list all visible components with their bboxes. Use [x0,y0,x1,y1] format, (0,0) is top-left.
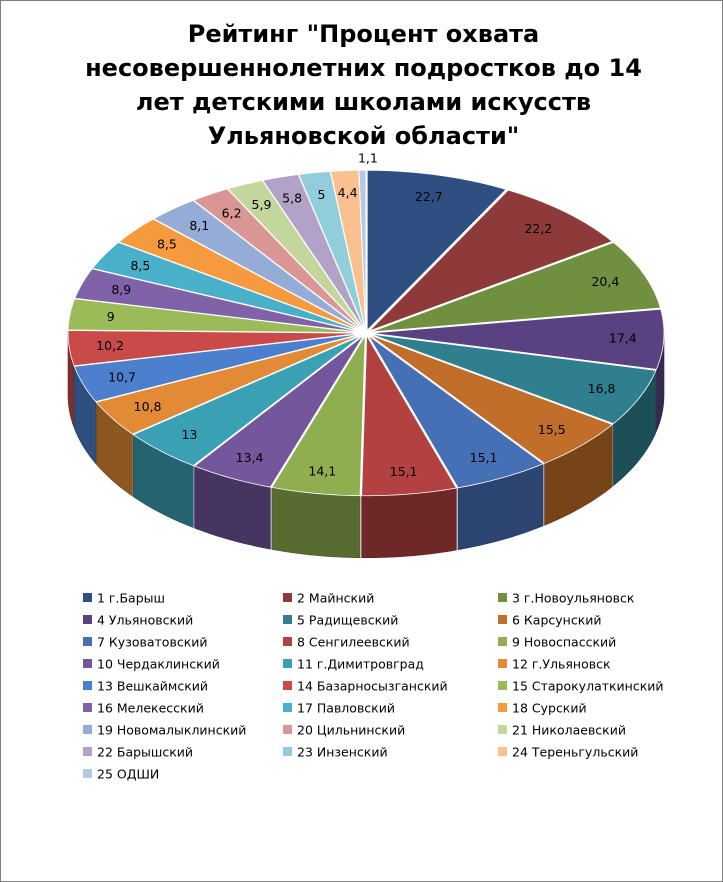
legend-label: 8 Сенгилеевский [297,634,410,650]
legend-item-1 [83,587,165,609]
legend-swatch [498,703,507,712]
legend-swatch [498,637,507,646]
legend-label: 24 Тереньгульский [512,744,639,760]
legend-label: 14 Базарносызганский [297,678,448,694]
legend-label: 17 Павловский [297,700,395,716]
legend-item-7 [83,631,208,653]
legend-swatch [83,615,92,624]
legend-label: 1 г.Барыш [97,590,165,606]
data-label-5: 16,8 [587,381,616,397]
legend-item-14 [283,675,448,697]
legend-label: 19 Новомалыклинский [97,722,247,738]
data-label-19: 8,1 [189,218,210,234]
chart-title: Рейтинг "Процент охвата несовершеннолетних подростков до 14 лет детскими школами искусств Ульяновской области" [85,20,642,150]
legend-item-8 [283,631,410,653]
legend-swatch [83,725,92,734]
legend-item-25 [83,763,159,785]
data-label-23: 5 [317,186,326,202]
data-label-7: 15,1 [469,449,498,465]
data-label-9: 14,1 [308,463,337,479]
legend-label: 13 Вешкаймский [97,678,209,694]
data-label-15: 9 [106,308,115,324]
legend-swatch [283,637,292,646]
legend-swatch [498,681,507,690]
legend-label: 16 Мелекесский [97,700,204,716]
legend-label: 6 Карсунский [512,612,602,628]
legend-label: 11 г.Димитровград [297,656,424,672]
data-label-6: 15,5 [537,421,566,437]
legend-label: 12 г.Ульяновск [512,656,611,672]
legend-item-13 [83,675,208,697]
legend-item-9 [498,631,616,653]
legend-swatch [498,659,507,668]
legend-item-10 [83,653,220,675]
data-label-20: 6,2 [221,205,242,221]
legend-item-17 [283,697,395,719]
data-label-24: 4,4 [337,185,358,200]
legend-swatch [498,747,507,756]
pie-chart [1,1,722,581]
data-label-8: 15,1 [389,463,418,479]
legend-item-16 [83,697,204,719]
data-label-22: 5,8 [282,190,303,206]
pie-tops [68,170,664,495]
data-label-3: 20,4 [591,274,620,289]
legend-swatch [283,703,292,712]
legend-label: 10 Чердаклинский [97,656,220,672]
legend-item-5 [283,609,398,631]
legend-label: 20 Цильнинский [297,722,406,738]
legend-label: 21 Николаевский [512,722,626,738]
data-label-17: 8,5 [130,257,151,273]
data-label-16: 8,9 [111,282,132,298]
legend-item-18 [498,697,587,719]
legend-item-6 [498,609,602,631]
legend-swatch [83,769,92,778]
pie-side-8 [362,488,457,558]
legend-swatch [498,615,507,624]
legend-swatch [283,615,292,624]
legend-item-11 [283,653,424,675]
data-label-11: 13 [181,427,198,442]
data-label-13: 10,7 [108,369,137,385]
data-label-4: 17,4 [608,330,637,346]
legend-item-24 [498,741,638,763]
legend-swatch [83,703,92,712]
legend-swatch [283,659,292,668]
legend-swatch [83,659,92,668]
legend-label: 7 Кузоватовский [97,634,208,650]
legend-label: 2 Майнский [297,590,375,606]
legend-label: 4 Ульяновский [97,612,194,628]
legend-item-3 [498,587,634,609]
legend-swatch [83,681,92,690]
legend-item-20 [283,719,405,741]
legend-label: 22 Барышский [97,744,194,760]
data-label-12: 10,8 [133,398,162,414]
data-label-10: 13,4 [235,450,264,466]
legend-swatch [498,725,507,734]
legend-item-19 [83,719,246,741]
legend-label: 15 Старокулаткинский [512,678,664,694]
legend-label: 5 Радищевский [297,612,399,628]
legend-swatch [283,681,292,690]
data-label-25: 1,1 [357,150,378,166]
legend-item-2 [283,587,374,609]
data-label-14: 10,2 [96,338,125,354]
legend-label: 25 ОДШИ [97,766,160,782]
legend-swatch [498,593,507,602]
legend-label: 9 Новоспасский [512,634,617,650]
legend-swatch [83,637,92,646]
pie-side-9 [272,487,360,557]
legend-label: 18 Сурский [512,700,587,716]
legend-swatch [283,593,292,602]
legend-swatch [283,725,292,734]
data-label-18: 8,5 [156,236,177,252]
legend-item-12 [498,653,611,675]
legend-item-23 [283,741,388,763]
legend-item-15 [498,675,664,697]
legend-item-4 [83,609,193,631]
data-label-21: 5,9 [251,196,272,212]
legend-swatch [83,593,92,602]
legend-swatch [283,747,292,756]
legend-label: 3 г.Новоульяновск [512,590,635,606]
legend-label: 23 Инзенский [297,744,388,760]
legend-swatch [83,747,92,756]
data-label-2: 22,2 [524,220,553,236]
legend-item-21 [498,719,626,741]
data-label-1: 22,7 [414,188,443,204]
legend-item-22 [83,741,193,763]
